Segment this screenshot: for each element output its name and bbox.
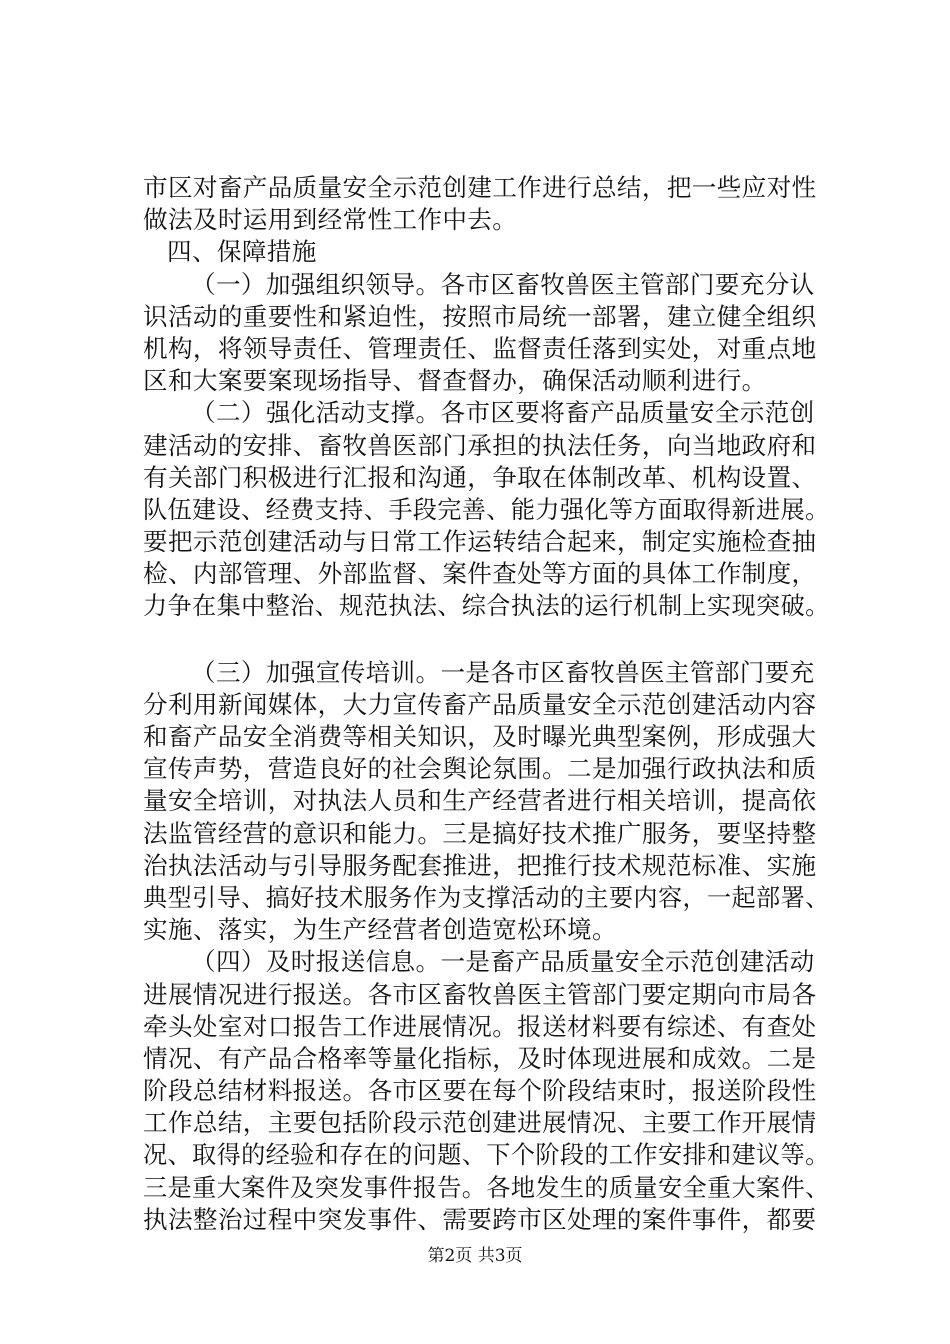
text-line: （一）加强组织领导。各市区畜牧兽医主管部门要充分认 bbox=[191, 269, 815, 299]
intro-paragraph bbox=[143, 172, 833, 236]
page-footer bbox=[0, 1245, 950, 1267]
text-line: 实施、落实，为生产经营者创造宽松环境。 bbox=[143, 915, 617, 945]
page-number: 第2页 共3页 bbox=[427, 1246, 523, 1266]
text-line: 做法及时运用到经常性工作中去。 bbox=[143, 205, 518, 235]
document-body bbox=[143, 172, 833, 1236]
text-line: 量安全培训，对执法人员和生产经营者进行相关培训，提高依 bbox=[143, 786, 817, 816]
text-line: （三）加强宣传培训。一是各市区畜牧兽医主管部门要充 bbox=[191, 657, 815, 687]
text-line: 阶段总结材料报送。各市区要在每个阶段结束时，报送阶段性 bbox=[143, 1076, 817, 1106]
text-line: 区和大案要案现场指导、督查督办，确保活动顺利进行。 bbox=[143, 366, 767, 396]
measure-2-paragraph bbox=[143, 397, 833, 622]
paragraph-gap bbox=[143, 623, 833, 657]
text-line: （二）强化活动支撑。各市区要将畜产品质量安全示范创 bbox=[191, 398, 815, 428]
text-line: 况、取得的经验和存在的问题、下个阶段的工作安排和建议等。 bbox=[143, 1141, 830, 1170]
text-line: 队伍建设、经费支持、手段完善、能力强化等方面取得新进展。 bbox=[143, 495, 830, 524]
text-line: 有关部门积极进行汇报和沟通，争取在体制改革、机构设置、 bbox=[143, 462, 817, 492]
text-line: 建活动的安排、畜牧兽医部门承担的执法任务，向当地政府和 bbox=[143, 430, 817, 460]
text-line: 工作总结，主要包括阶段示范创建进展情况、主要工作开展情 bbox=[143, 1108, 817, 1138]
text-line: 分利用新闻媒体，大力宣传畜产品质量安全示范创建活动内容 bbox=[143, 689, 817, 719]
section-heading bbox=[143, 236, 833, 268]
text-line: 典型引导、搞好技术服务作为支撑活动的主要内容，一起部署、 bbox=[143, 883, 830, 912]
text-line: 市区对畜产品质量安全示范创建工作进行总结，把一些应对性 bbox=[143, 173, 817, 202]
text-line: 执法整治过程中突发事件、需要跨市区处理的案件事件，都要 bbox=[143, 1204, 817, 1234]
text-line: 检、内部管理、外部监督、案件查处等方面的具体工作制度， bbox=[143, 559, 817, 589]
section-heading-text: 四、保障措施 bbox=[167, 237, 317, 267]
text-line: 力争在集中整治、规范执法、综合执法的运行机制上实现突破。 bbox=[143, 592, 830, 621]
text-line: 治执法活动与引导服务配套推进，把推行技术规范标准、实施 bbox=[143, 850, 817, 880]
text-line: 法监管经营的意识和能力。三是搞好技术推广服务，要坚持整 bbox=[143, 818, 817, 848]
text-line: 三是重大案件及突发事件报告。各地发生的质量安全重大案件、 bbox=[143, 1173, 830, 1202]
text-line: 情况、有产品合格率等量化指标，及时体现进展和成效。二是 bbox=[143, 1043, 817, 1073]
measure-3-paragraph bbox=[143, 657, 833, 947]
text-line: 机构，将领导责任、管理责任、监督责任落到实处，对重点地 bbox=[143, 333, 817, 363]
text-line: 进展情况进行报送。各市区畜牧兽医主管部门要定期向市局各 bbox=[143, 979, 817, 1009]
text-line: 要把示范创建活动与日常工作运转结合起来，制定实施检查抽 bbox=[143, 527, 817, 557]
text-line: 牵头处室对口报告工作进展情况。报送材料要有综述、有查处 bbox=[143, 1011, 817, 1041]
measure-1-paragraph bbox=[143, 269, 833, 398]
text-line: （四）及时报送信息。一是畜产品质量安全示范创建活动 bbox=[191, 947, 815, 977]
text-line: 识活动的重要性和紧迫性，按照市局统一部署，建立健全组织 bbox=[143, 301, 817, 331]
text-line: 宣传声势，营造良好的社会舆论氛围。二是加强行政执法和质 bbox=[143, 754, 817, 784]
measure-4-paragraph bbox=[143, 946, 833, 1236]
text-line: 和畜产品安全消费等相关知识，及时曝光典型案例，形成强大 bbox=[143, 722, 817, 751]
